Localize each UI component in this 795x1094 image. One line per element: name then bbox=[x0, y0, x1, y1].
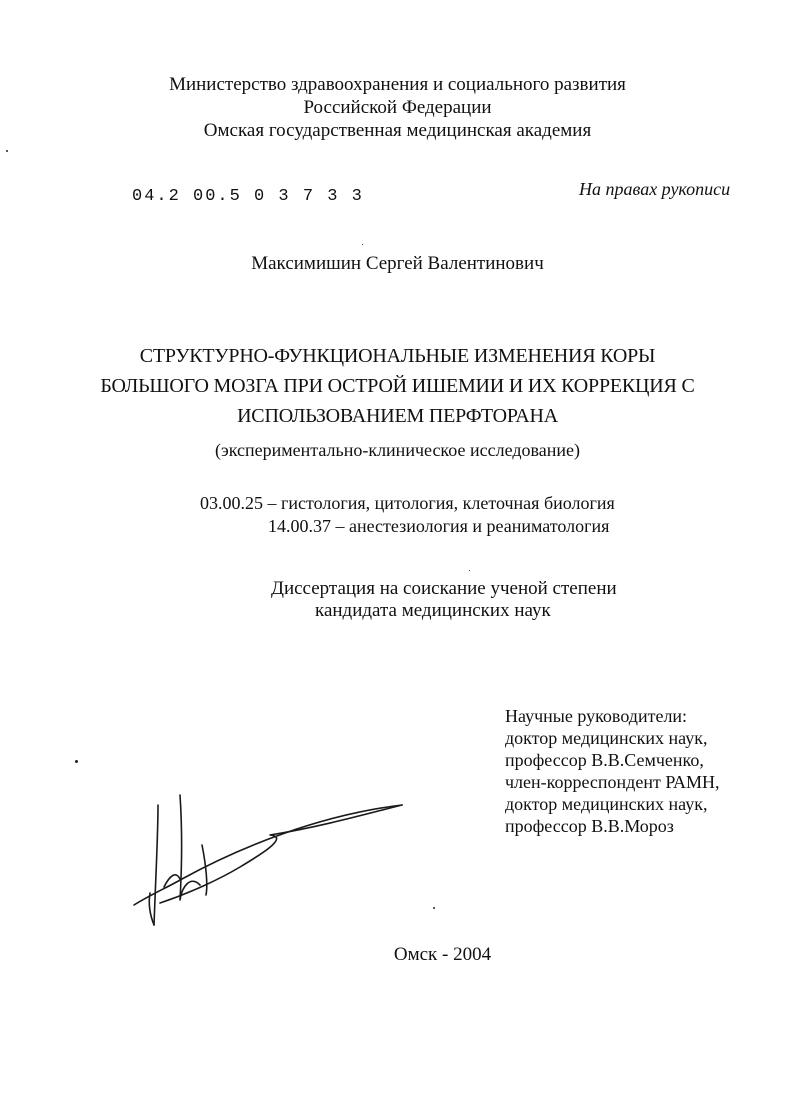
supervisor-line: профессор В.В.Мороз bbox=[505, 816, 674, 836]
title-line-3: ИСПОЛЬЗОВАНИЕМ ПЕРФТОРАНА bbox=[237, 405, 558, 427]
institution-block bbox=[0, 73, 795, 142]
institution-academy: Омская государственная медицинская академия bbox=[203, 120, 592, 141]
manuscript-note: На правах рукописи bbox=[579, 179, 731, 199]
supervisor-line: профессор В.В.Семченко, bbox=[505, 750, 704, 770]
dissertation-subtitle: (экспериментально-клиническое исследование) bbox=[215, 440, 580, 460]
scan-speck bbox=[469, 570, 470, 571]
supervisor-line: доктор медицинских наук, bbox=[505, 794, 708, 814]
scan-speck bbox=[75, 760, 78, 763]
scan-speck bbox=[433, 907, 435, 909]
supervisor-line: член-корреспондент РАМН, bbox=[505, 772, 720, 792]
specialty-2: 14.00.37 – анестезиология и реаниматология bbox=[268, 516, 610, 536]
title-line-1: СТРУКТУРНО-ФУНКЦИОНАЛЬНЫЕ ИЗМЕНЕНИЯ КОРЫ bbox=[139, 345, 656, 367]
supervisor-line: доктор медицинских наук, bbox=[505, 728, 708, 748]
title-line-2: БОЛЬШОГО МОЗГА ПРИ ОСТРОЙ ИШЕМИИ И ИХ КОРРЕКЦИЯ С bbox=[100, 375, 695, 397]
institution-ministry: Министерство здравоохранения и социального развития bbox=[169, 74, 626, 95]
supervisors-heading: Научные руководители: bbox=[505, 706, 688, 726]
specialty-1: 03.00.25 – гистология, цитология, клеточная биология bbox=[200, 493, 615, 513]
degree-line-2: кандидата медицинских наук bbox=[315, 600, 551, 621]
institution-country: Российской Федерации bbox=[303, 97, 492, 118]
registration-code: 04.2 00.5 0 3 7 3 3 bbox=[132, 187, 364, 206]
supervisors-block bbox=[505, 705, 720, 837]
scan-speck bbox=[6, 150, 8, 152]
author-name: Максимишин Сергей Валентинович bbox=[251, 253, 544, 274]
city-year: Омск - 2004 bbox=[393, 944, 492, 965]
scan-speck bbox=[362, 244, 363, 245]
dissertation-title bbox=[0, 341, 795, 431]
degree-line-1: Диссертация на соискание ученой степени bbox=[271, 578, 617, 599]
author-signature bbox=[120, 775, 420, 935]
